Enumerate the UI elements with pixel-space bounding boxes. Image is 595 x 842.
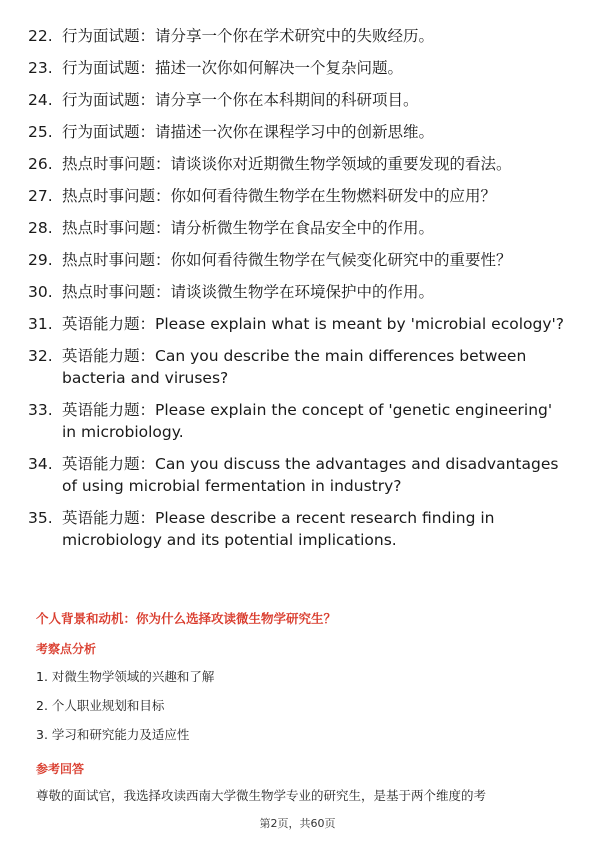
question-item	[28, 185, 568, 207]
question-item	[28, 507, 568, 551]
question-text: 热点时事问题：请谈谈微生物学在环境保护中的作用。	[62, 283, 435, 301]
question-text: 英语能力题：Can you discuss the advantages and disadvantages of using microbial fermentation in industry?	[62, 455, 559, 495]
question-text: 热点时事问题：请分析微生物学在食品安全中的作用。	[62, 219, 435, 237]
question-number: 23.	[28, 59, 53, 77]
question-item	[28, 453, 568, 497]
answer-heading: 参考回答	[36, 762, 85, 776]
question-number: 35.	[28, 509, 53, 527]
question-text: 行为面试题：描述一次你如何解决一个复杂问题。	[62, 59, 404, 77]
question-text: 英语能力题：Please describe a recent research finding in microbiology and its potential implications.	[62, 509, 495, 549]
question-text: 英语能力题：Please explain what is meant by 'microbial ecology'?	[62, 315, 564, 333]
question-number: 27.	[28, 187, 53, 205]
question-text: 英语能力题：Please explain the concept of 'genetic engineering' in microbiology.	[62, 401, 553, 441]
page-footer: 第2页，共60页	[259, 817, 336, 830]
question-item	[28, 313, 568, 335]
analysis-item: 3. 学习和研究能力及适应性	[36, 727, 190, 742]
question-number: 28.	[28, 219, 53, 237]
analysis-item: 1. 对微生物学领域的兴趣和了解	[36, 669, 215, 684]
question-text: 行为面试题：请分享一个你在本科期间的科研项目。	[62, 91, 419, 109]
question-item	[28, 121, 568, 143]
question-number: 30.	[28, 283, 53, 301]
question-text: 热点时事问题：你如何看待微生物学在气候变化研究中的重要性？	[62, 251, 512, 269]
question-text: 英语能力题：Can you describe the main differences between bacteria and viruses?	[62, 347, 527, 387]
answer-text: 尊敬的面试官，我选择攻读西南大学微生物学专业的研究生，是基于两个维度的考	[36, 788, 487, 803]
question-item	[28, 217, 568, 239]
analysis-heading: 考察点分析	[36, 642, 97, 656]
question-text: 行为面试题：请描述一次你在课程学习中的创新思维。	[62, 123, 435, 141]
analysis-item: 2. 个人职业规划和目标	[36, 698, 165, 713]
question-number: 24.	[28, 91, 53, 109]
question-item	[28, 25, 568, 47]
question-item	[28, 249, 568, 271]
question-item	[28, 57, 568, 79]
question-number: 32.	[28, 347, 53, 365]
question-list	[28, 25, 568, 561]
question-text: 热点时事问题：请谈谈你对近期微生物学领域的重要发现的看法。	[62, 155, 512, 173]
question-text: 行为面试题：请分享一个你在学术研究中的失败经历。	[62, 27, 435, 45]
question-item	[28, 281, 568, 303]
question-number: 34.	[28, 455, 53, 473]
question-number: 29.	[28, 251, 53, 269]
question-item	[28, 399, 568, 443]
question-number: 22.	[28, 27, 53, 45]
question-number: 25.	[28, 123, 53, 141]
question-text: 热点时事问题：你如何看待微生物学在生物燃料研发中的应用？	[62, 187, 497, 205]
question-number: 33.	[28, 401, 53, 419]
question-item	[28, 89, 568, 111]
question-number: 31.	[28, 315, 53, 333]
question-number: 26.	[28, 155, 53, 173]
question-item	[28, 153, 568, 175]
section-heading: 个人背景和动机：你为什么选择攻读微生物学研究生？	[36, 611, 337, 626]
question-item	[28, 345, 568, 389]
